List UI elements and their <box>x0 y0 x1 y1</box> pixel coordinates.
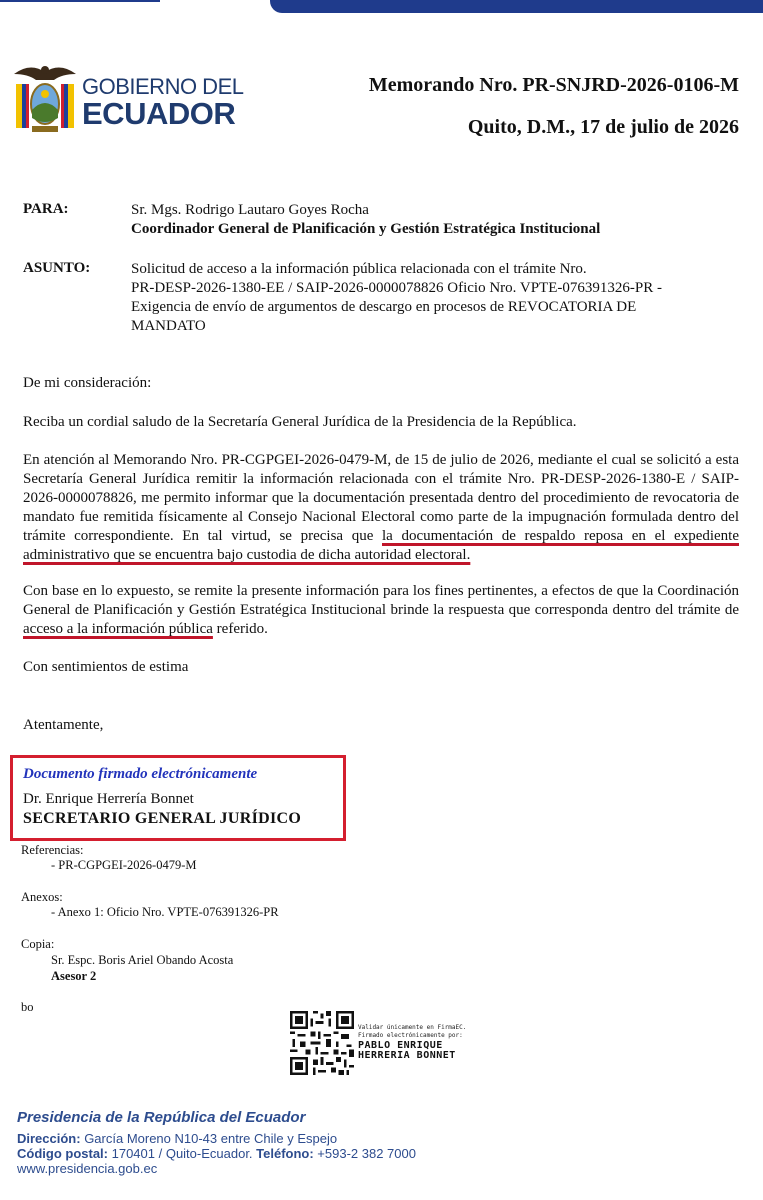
closing: Con sentimientos de estima <box>23 659 189 675</box>
top-bar-right <box>270 0 763 13</box>
para-title: Coordinador General de Planificación y Gestión Estratégica Institucional <box>131 221 601 237</box>
paragraph-1: Reciba un cordial saludo de la Secretaría General Jurídica de la Presidencia de la República. <box>23 414 577 430</box>
asunto-label: ASUNTO: <box>23 260 91 276</box>
top-bar-left <box>0 0 160 2</box>
footer-phone-value: +593-2 382 7000 <box>313 1146 416 1161</box>
para-field <box>131 201 721 239</box>
signature-name: Dr. Enrique Herrería Bonnet <box>23 791 194 807</box>
copia-role: Asesor 2 <box>51 969 97 983</box>
anexos-label: Anexos: <box>21 890 63 904</box>
footer-phone-label: Teléfono: <box>256 1146 314 1161</box>
copia-name: Sr. Espc. Boris Ariel Obando Acosta <box>51 953 234 967</box>
footer-postal <box>17 1146 416 1161</box>
footer-address <box>17 1131 337 1146</box>
qr-code-icon <box>290 1011 354 1075</box>
greeting: De mi consideración: <box>23 375 152 391</box>
memo-number: Memorando Nro. PR-SNJRD-2026-0106-M <box>368 74 739 96</box>
qr-signer-line-1: PABLO ENRIQUE <box>358 1040 443 1051</box>
gobierno-logo <box>10 60 250 140</box>
ecuador-coat-of-arms-icon <box>10 60 80 138</box>
qr-validate-text: Validar únicamente en FirmaEC. <box>358 1024 467 1031</box>
logo-text-line2: ECUADOR <box>82 96 236 131</box>
asunto-line-3: Exigencia de envío de argumentos de descargo en procesos de REVOCATORIA DE <box>131 299 637 315</box>
signature-box <box>10 755 346 841</box>
paragraph-2 <box>23 451 739 565</box>
footer-website-link[interactable]: www.presidencia.gob.ec <box>17 1161 158 1176</box>
para-label: PARA: <box>23 201 69 217</box>
qr-signer-line-2: HERRERIA BONNET <box>358 1050 456 1061</box>
footer-address-label: Dirección: <box>17 1131 81 1146</box>
anexos-item: - Anexo 1: Oficio Nro. VPTE-076391326-PR <box>51 905 279 919</box>
asunto-field <box>131 260 721 336</box>
signature-doc-label: Documento firmado electrónicamente <box>23 766 258 782</box>
qr-signed-text: Firmado electrónicamente por: <box>358 1032 463 1039</box>
paragraph-3 <box>23 582 739 639</box>
asunto-line-1: Solicitud de acceso a la información pública relacionada con el trámite Nro. <box>131 261 587 277</box>
para-name: Sr. Mgs. Rodrigo Lautaro Goyes Rocha <box>131 202 369 218</box>
paragraph-3-tail: referido. <box>212 621 268 637</box>
footer-postal-value: 170401 / Quito-Ecuador. <box>108 1146 257 1161</box>
logo-text-line1: GOBIERNO DEL <box>82 74 244 99</box>
paragraph-3-text: Con base en lo expuesto, se remite la presente información para los fines pertinentes, a efectos de que la Coordinación General de Planificación y Gestión Estratégica Institucional brinde la respuesta que corresponda dentro del trámite de <box>23 583 739 618</box>
initials: bo <box>21 1000 34 1014</box>
referencias-label: Referencias: <box>21 843 84 857</box>
footer-title: Presidencia de la República del Ecuador <box>17 1109 306 1126</box>
footer-address-value: García Moreno N10-43 entre Chile y Espejo <box>80 1131 338 1146</box>
signature-title: SECRETARIO GENERAL JURÍDICO <box>23 810 302 827</box>
asunto-line-4: MANDATO <box>131 318 206 334</box>
asunto-line-2: PR-DESP-2026-1380-EE / SAIP-2026-0000078826 Oficio Nro. VPTE-076391326-PR - <box>131 280 662 296</box>
memo-date: Quito, D.M., 17 de julio de 2026 <box>467 116 739 138</box>
footer-postal-label: Código postal: <box>17 1146 108 1161</box>
paragraph-2-highlight: la documentación de respaldo reposa en el expediente administrativo que se encuentra bajo custodia de dicha autoridad electoral. <box>23 528 739 563</box>
copia-label: Copia: <box>21 937 55 951</box>
referencias-item: - PR-CGPGEI-2026-0479-M <box>51 858 197 872</box>
paragraph-2-text: En atención al Memorando Nro. PR-CGPGEI-2026-0479-M, de 15 de julio de 2026, mediante el cual se solicitó a esta Secretaría General Jurídica remitir la información relacionada con el trámite Nro. PR-DESP-2026-1380-E / SAIP-2026-0000078826, me permito informar que la documentación presentada dentro del procedimiento de revocatoria de mandato fue remitida físicamente al Consejo Nacional Electoral como parte de la impugnación formulada dentro del trámite correspondiente. En tal virtud, se precisa que <box>23 452 739 544</box>
regards: Atentamente, <box>23 717 104 733</box>
paragraph-3-highlight: acceso a la información pública <box>23 621 213 637</box>
